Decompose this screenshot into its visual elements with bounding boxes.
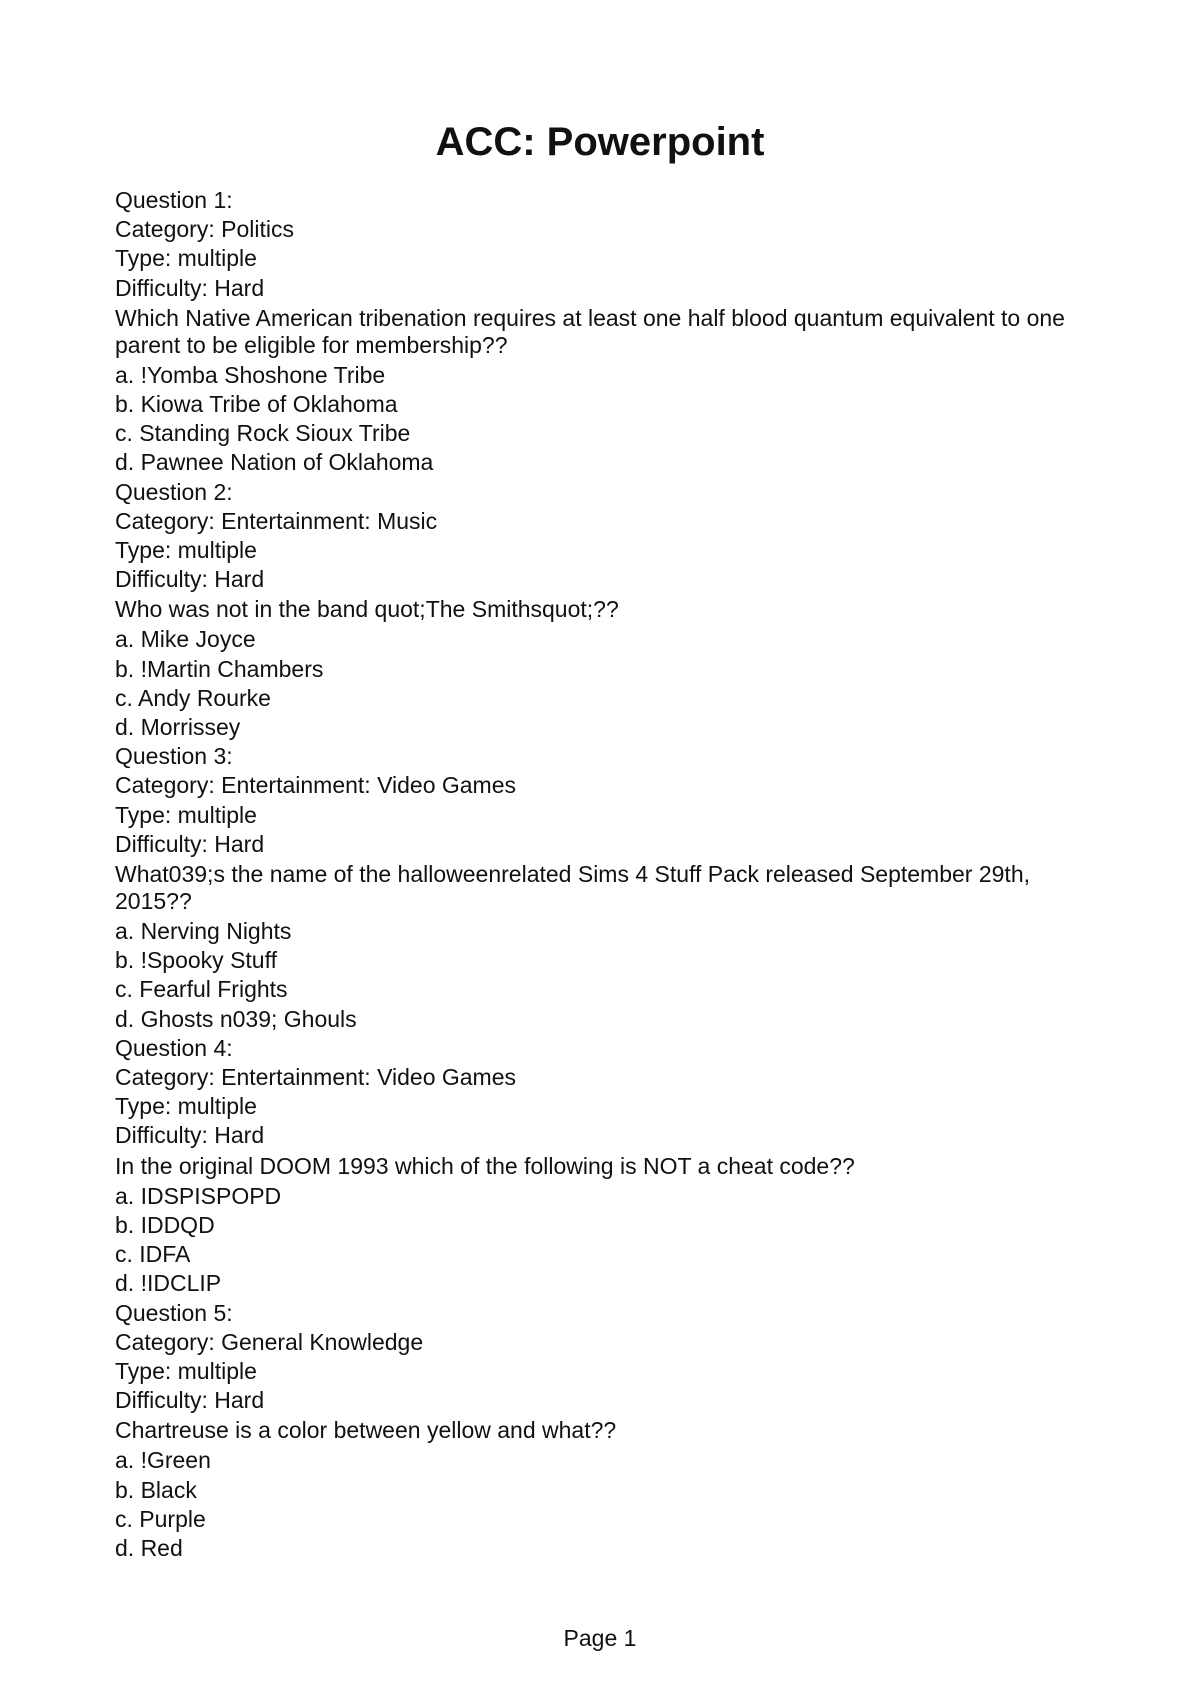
question-heading: Question 2: <box>115 478 233 505</box>
answer-option: a. Mike Joyce <box>115 626 256 653</box>
question-type: Type: multiple <box>115 1357 257 1384</box>
answer-option: b. !Spooky Stuff <box>115 947 277 974</box>
question-text: What039;s the name of the halloweenrelated Sims 4 Stuff Pack released September 29th, 2015?? <box>115 861 1031 915</box>
question-text: Who was not in the band quot;The Smithsquot;?? <box>115 596 619 623</box>
question-1 <box>115 186 1095 478</box>
question-category: Category: Entertainment: Video Games <box>115 772 517 799</box>
answer-option: a. !Yomba Shoshone Tribe <box>115 361 386 388</box>
answer-option: a. !Green <box>115 1447 211 1474</box>
answer-option: d. Red <box>115 1534 183 1561</box>
question-difficulty: Difficulty: Hard <box>115 274 265 301</box>
answer-option: c. Purple <box>115 1505 206 1532</box>
answer-option: d. !IDCLIP <box>115 1270 222 1297</box>
answer-option: c. Fearful Frights <box>115 976 288 1003</box>
question-type: Type: multiple <box>115 801 257 828</box>
question-list <box>115 186 1095 1563</box>
question-heading: Question 4: <box>115 1034 233 1061</box>
question-2 <box>115 478 1095 743</box>
answer-options <box>115 1446 1095 1563</box>
question-heading: Question 5: <box>115 1299 233 1326</box>
question-category: Category: Entertainment: Video Games <box>115 1064 517 1091</box>
answer-option: b. Black <box>115 1476 197 1503</box>
answer-option: b. !Martin Chambers <box>115 655 324 682</box>
question-3 <box>115 742 1095 1034</box>
question-type: Type: multiple <box>115 537 257 564</box>
question-difficulty: Difficulty: Hard <box>115 566 265 593</box>
answer-option: d. Ghosts n039; Ghouls <box>115 1005 357 1032</box>
answer-options <box>115 361 1095 478</box>
answer-option: a. Nerving Nights <box>115 918 292 945</box>
question-4 <box>115 1034 1095 1299</box>
answer-options <box>115 625 1095 742</box>
answer-option: b. IDDQD <box>115 1211 215 1238</box>
answer-option: c. IDFA <box>115 1241 191 1268</box>
answer-options <box>115 1182 1095 1299</box>
question-text: Chartreuse is a color between yellow and what?? <box>115 1417 617 1444</box>
page-number: Page 1 <box>563 1625 637 1651</box>
question-heading: Question 3: <box>115 743 233 770</box>
question-type: Type: multiple <box>115 245 257 272</box>
answer-option: d. Pawnee Nation of Oklahoma <box>115 449 434 476</box>
question-type: Type: multiple <box>115 1093 257 1120</box>
question-difficulty: Difficulty: Hard <box>115 830 265 857</box>
answer-option: d. Morrissey <box>115 714 241 741</box>
question-category: Category: Entertainment: Music <box>115 507 438 534</box>
question-5 <box>115 1299 1095 1564</box>
answer-options <box>115 917 1095 1034</box>
question-difficulty: Difficulty: Hard <box>115 1122 265 1149</box>
question-difficulty: Difficulty: Hard <box>115 1387 265 1414</box>
question-heading: Question 1: <box>115 187 233 213</box>
question-text: Which Native American tribenation requires at least one half blood quantum equivalent to one parent to be eligible for membership?? <box>115 304 1065 358</box>
question-text: In the original DOOM 1993 which of the following is NOT a cheat code?? <box>115 1152 855 1179</box>
answer-option: a. IDSPISPOPD <box>115 1182 282 1209</box>
question-category: Category: General Knowledge <box>115 1328 424 1355</box>
answer-option: c. Andy Rourke <box>115 684 271 711</box>
page-title: ACC: Powerpoint <box>435 120 765 164</box>
answer-option: b. Kiowa Tribe of Oklahoma <box>115 391 398 418</box>
question-category: Category: Politics <box>115 216 294 243</box>
answer-option: c. Standing Rock Sioux Tribe <box>115 420 411 447</box>
